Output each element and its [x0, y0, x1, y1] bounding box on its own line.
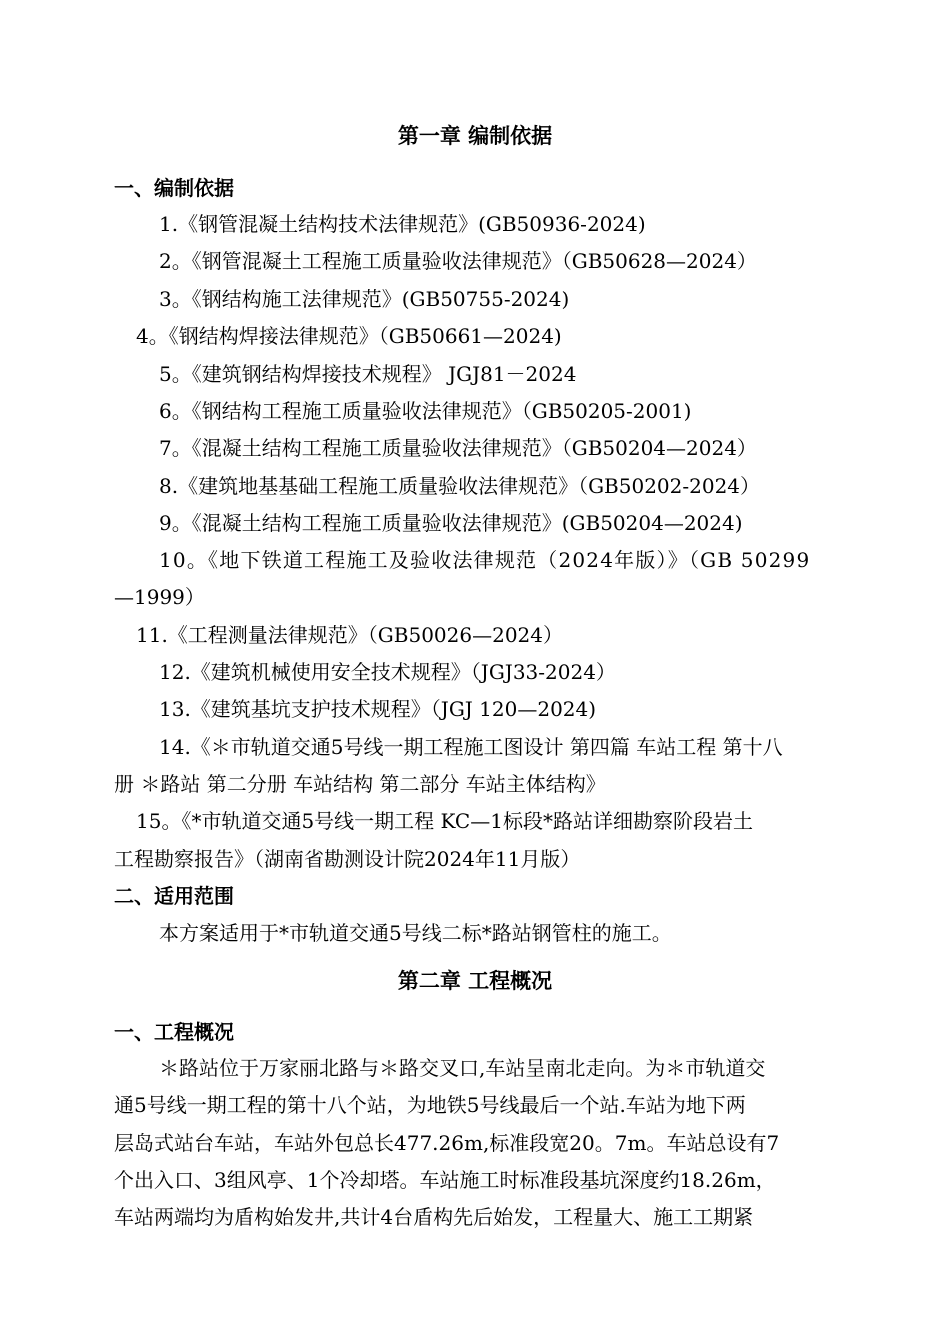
reference-item-1: 1.《钢管混凝土结构技术法律规范》(GB50936-2024) — [159, 212, 646, 236]
reference-item-9: 9。《混凝土结构工程施工质量验收法律规范》(GB50204—2024) — [159, 511, 743, 535]
overview-line-1: ＊路站位于万家丽北路与＊路交叉口,车站呈南北走向。为＊市轨道交 — [159, 1056, 766, 1080]
reference-item-11: 11.《工程测量法律规范》（GB50026—2024） — [136, 623, 564, 647]
reference-item-7: 7。《混凝土结构工程施工质量验收法律规范》（GB50204—2024） — [159, 436, 757, 460]
reference-item-14-cont: 册 ＊路站 第二分册 车站结构 第二部分 车站主体结构》 — [114, 772, 606, 796]
overview-line-5: 车站两端均为盾构始发井,共计4台盾构先后始发，工程量大、施工工期紧 — [114, 1205, 754, 1229]
section-2-heading: 二、适用范围 — [114, 884, 234, 908]
reference-item-14: 14.《＊市轨道交通5号线一期工程施工图设计 第四篇 车站工程 第十八 — [159, 735, 783, 759]
overview-line-2: 通5号线一期工程的第十八个站，为地铁5号线最后一个站.车站为地下两 — [114, 1093, 746, 1117]
reference-item-3: 3。《钢结构施工法律规范》(GB50755-2024) — [159, 287, 570, 311]
scope-paragraph: 本方案适用于*市轨道交通5号线二标*路站钢管柱的施工。 — [159, 921, 672, 945]
chapter-2-title: 第二章 工程概况 — [397, 968, 553, 993]
reference-item-15-cont: 工程勘察报告》（湖南省勘测设计院2024年11月版） — [114, 847, 581, 871]
reference-item-6: 6。《钢结构工程施工质量验收法律规范》（GB50205-2001) — [159, 399, 692, 423]
overview-heading: 一、工程概况 — [114, 1020, 234, 1044]
reference-item-8: 8.《建筑地基基础工程施工质量验收法律规范》（GB50202-2024） — [159, 474, 761, 498]
reference-item-15: 15。《*市轨道交通5号线一期工程 KC—1标段*路站详细勘察阶段岩土 — [136, 809, 753, 833]
overview-line-4: 个出入口、3组风亭、1个冷却塔。车站施工时标准段基坑深度约18.26m， — [114, 1168, 776, 1192]
section-1-heading: 一、编制依据 — [114, 176, 234, 200]
reference-item-13: 13.《建筑基坑支护技术规程》（JGJ 120—2024) — [159, 697, 597, 721]
reference-item-5: 5。《建筑钢结构焊接技术规程》 JGJ81－2024 — [159, 362, 577, 386]
reference-item-10: 10。《地下铁道工程施工及验收法律规范（2024年版）》（GB 50299 — [159, 548, 811, 572]
reference-item-2: 2。《钢管混凝土工程施工质量验收法律规范》（GB50628—2024） — [159, 249, 757, 273]
overview-line-3: 层岛式站台车站，车站外包总长477.26m,标准段宽20。7m。车站总设有7 — [114, 1131, 780, 1155]
reference-item-12: 12.《建筑机械使用安全技术规程》（JGJ33-2024） — [159, 660, 616, 684]
chapter-1-title: 第一章 编制依据 — [397, 123, 553, 148]
reference-item-10-cont: —1999） — [114, 585, 205, 609]
reference-item-4: 4。《钢结构焊接法律规范》（GB50661—2024) — [136, 324, 562, 348]
